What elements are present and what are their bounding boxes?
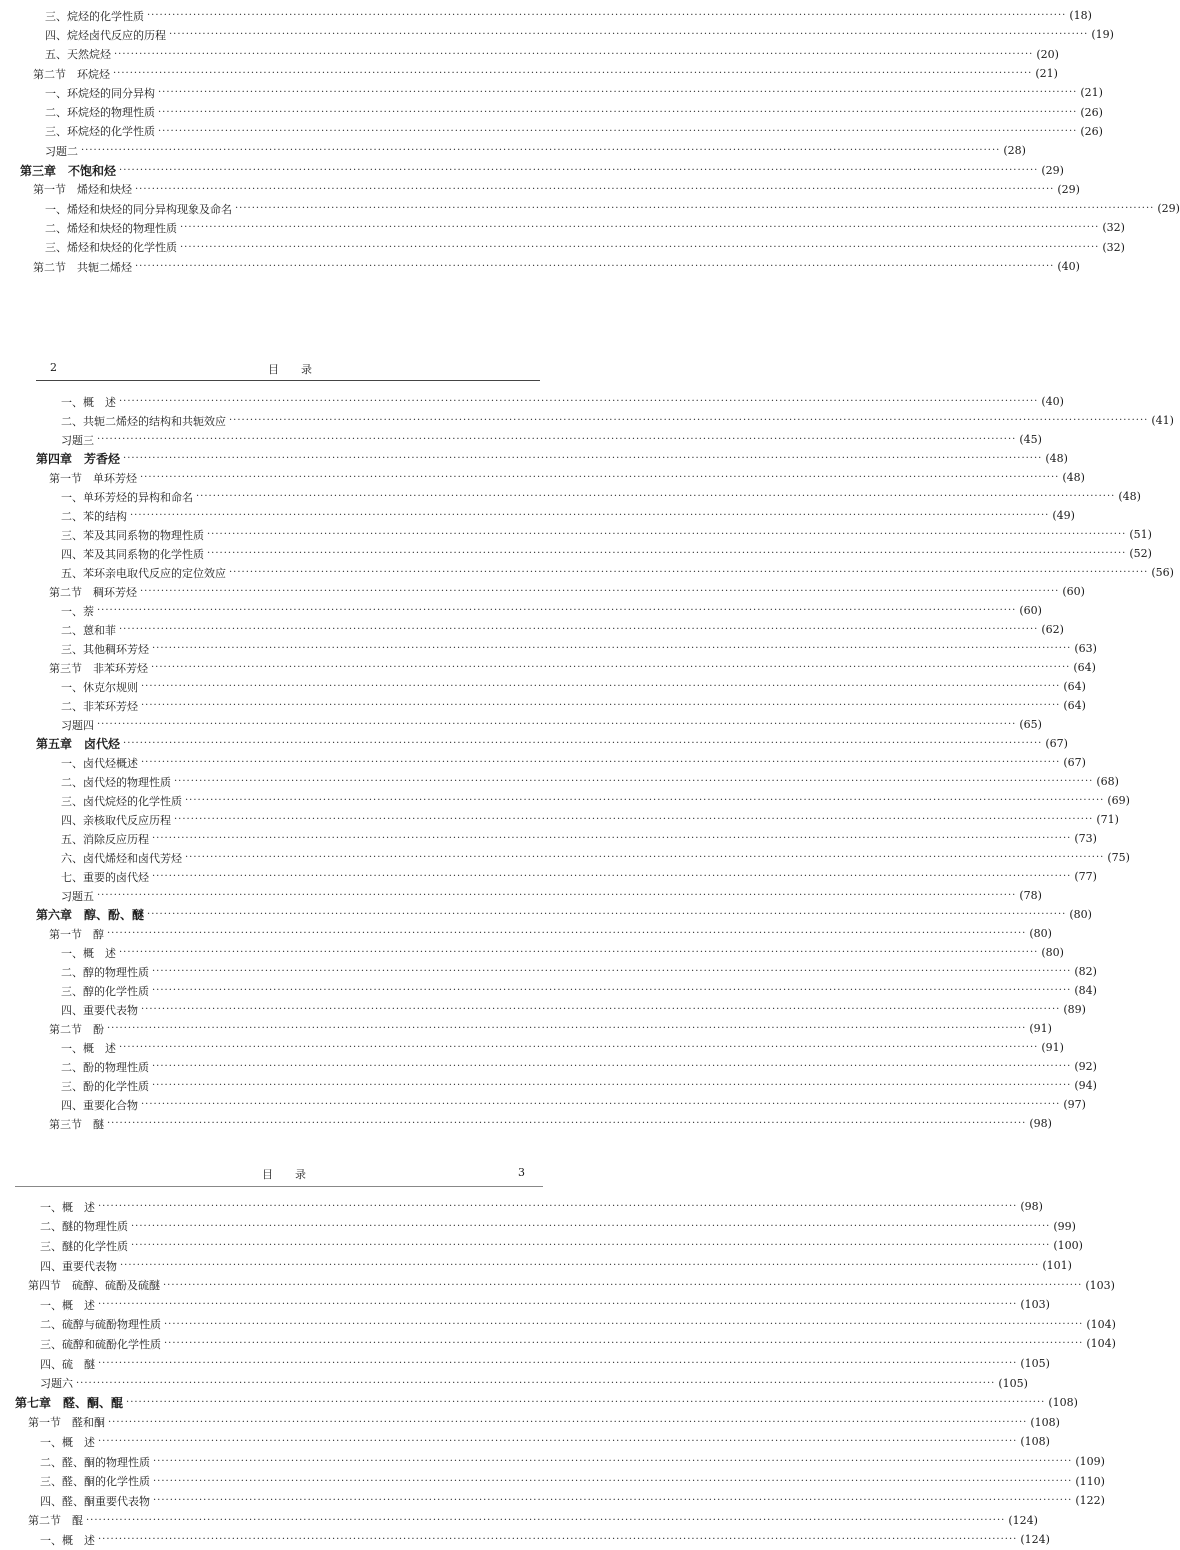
entry-page-number: (21) — [1035, 67, 1058, 81]
dot-leader: ···························································································································································································································· — [113, 68, 1033, 80]
dot-leader: ···························································································································································································································· — [153, 1456, 1073, 1468]
entry-page-number: (103) — [1020, 1298, 1050, 1312]
dot-leader: ···························································································································································································································· — [152, 966, 1072, 977]
toc-entry-item — [36, 715, 1042, 734]
dot-leader: ···························································································································································································································· — [114, 48, 1034, 60]
entry-page-number: (92) — [1074, 1060, 1097, 1073]
entry-title: 第一节 醛和酮 — [28, 1416, 105, 1430]
dot-leader: ···························································································································································································································· — [141, 1004, 1061, 1015]
toc-entry-item — [36, 848, 1130, 867]
toc-entry-item — [36, 487, 1141, 506]
toc-entry-item — [36, 506, 1075, 525]
toc-entry-section — [15, 1413, 1060, 1433]
entry-page-number: (48) — [1118, 490, 1141, 503]
entry-title: 习题五 — [61, 889, 94, 903]
toc-entry-item — [36, 1076, 1097, 1095]
entry-title: 一、概 述 — [40, 1298, 95, 1312]
entry-page-number: (56) — [1151, 566, 1174, 579]
entry-page-number: (108) — [1020, 1435, 1050, 1449]
entry-page-number: (69) — [1107, 794, 1130, 807]
entry-page-number: (108) — [1030, 1415, 1060, 1429]
dot-leader: ···························································································································································································································· — [164, 1318, 1084, 1330]
entry-page-number: (29) — [1041, 163, 1064, 177]
entry-title: 二、非苯环芳烃 — [61, 699, 138, 713]
entry-title: 一、单环芳烃的异构和命名 — [61, 490, 193, 504]
dot-leader: ···························································································································································································································· — [180, 241, 1100, 253]
dot-leader: ···························································································································································································································· — [229, 415, 1149, 426]
entry-title: 第一节 单环芳烃 — [49, 471, 137, 485]
entry-title: 习题六 — [40, 1377, 73, 1391]
entry-page-number: (98) — [1029, 1117, 1052, 1130]
entry-page-number: (77) — [1074, 870, 1097, 883]
entry-page-number: (110) — [1075, 1474, 1105, 1488]
toc-entry-item — [20, 122, 1103, 141]
entry-page-number: (40) — [1057, 260, 1080, 274]
entry-page-number: (73) — [1074, 832, 1097, 845]
toc-entry-item — [36, 1038, 1064, 1057]
entry-title: 三、卤代烷烃的化学性质 — [61, 794, 182, 808]
entry-title: 一、环烷烃的同分异构 — [45, 86, 155, 100]
dot-leader: ···························································································································································································································· — [119, 396, 1039, 407]
dot-leader: ···························································································································································································································· — [119, 164, 1039, 176]
toc-entry-item — [20, 45, 1059, 64]
toc-entry-chapter — [36, 734, 1068, 753]
toc-entry-chapter — [20, 160, 1064, 179]
toc-entry-section — [36, 582, 1085, 601]
dot-leader: ···························································································································································································································· — [196, 491, 1116, 502]
dot-leader: ···························································································································································································································· — [141, 757, 1061, 768]
dot-leader: ···························································································································································································································· — [158, 106, 1078, 118]
dot-leader: ···························································································································································································································· — [120, 1260, 1040, 1272]
entry-title: 一、概 述 — [40, 1435, 95, 1449]
entry-page-number: (82) — [1074, 965, 1097, 978]
dot-leader: ···························································································································································································································· — [135, 261, 1055, 273]
entry-page-number: (94) — [1074, 1079, 1097, 1092]
dot-leader: ···························································································································································································································· — [153, 1475, 1073, 1487]
entry-title: 三、烯烃和炔烃的化学性质 — [45, 241, 177, 255]
dot-leader: ···························································································································································································································· — [131, 1240, 1051, 1252]
entry-page-number: (40) — [1041, 395, 1064, 408]
entry-title: 二、醇的物理性质 — [61, 965, 149, 979]
entry-title: 习题四 — [61, 718, 94, 732]
entry-title: 一、休克尔规则 — [61, 680, 138, 694]
page-number-2: 2 — [50, 361, 57, 374]
entry-title: 三、醇的化学性质 — [61, 984, 149, 998]
dot-leader: ···························································································································································································································· — [152, 985, 1072, 996]
entry-title: 三、环烷烃的化学性质 — [45, 125, 155, 139]
entry-title: 二、环烷烃的物理性质 — [45, 106, 155, 120]
dot-leader: ···························································································································································································································· — [207, 548, 1127, 559]
dot-leader: ···························································································································································································································· — [174, 814, 1094, 825]
header-rule — [15, 1186, 543, 1187]
entry-title: 五、苯环亲电取代反应的定位效应 — [61, 566, 226, 580]
toc-entry-section — [20, 64, 1058, 83]
entry-title: 四、硫 醚 — [40, 1357, 95, 1371]
dot-leader: ···························································································································································································································· — [107, 1118, 1027, 1129]
dot-leader: ···························································································································································································································· — [152, 871, 1072, 882]
entry-title: 习题二 — [45, 144, 78, 158]
dot-leader: ···························································································································································································································· — [119, 947, 1039, 958]
dot-leader: ···························································································································································································································· — [151, 662, 1071, 673]
entry-title: 一、概 述 — [61, 395, 116, 409]
entry-page-number: (64) — [1063, 680, 1086, 693]
entry-title: 二、苯的结构 — [61, 509, 127, 523]
dot-leader: ···························································································································································································································· — [153, 1495, 1073, 1507]
toc-entry-section — [15, 1275, 1115, 1295]
running-title: 目 录 — [268, 363, 312, 376]
toc-entry-item — [36, 563, 1174, 582]
toc-entry-item — [36, 601, 1042, 620]
entry-page-number: (26) — [1080, 105, 1103, 119]
entry-page-number: (67) — [1045, 737, 1068, 750]
entry-page-number: (109) — [1075, 1455, 1105, 1469]
entry-title: 四、烷烃卤代反应的历程 — [45, 28, 166, 42]
entry-title: 第六章 醇、酚、醚 — [36, 908, 145, 922]
entry-title: 七、重要的卤代烃 — [61, 870, 149, 884]
entry-title: 一、萘 — [61, 604, 94, 618]
entry-title: 第三章 不饱和烃 — [20, 163, 117, 178]
entry-title: 第三节 醚 — [49, 1117, 104, 1131]
entry-page-number: (48) — [1045, 452, 1068, 465]
entry-page-number: (28) — [1003, 144, 1026, 158]
entry-page-number: (98) — [1020, 1200, 1043, 1214]
toc-entry-item — [36, 867, 1097, 886]
entry-title: 三、硫醇和硫酚化学性质 — [40, 1337, 161, 1351]
entry-page-number: (29) — [1057, 182, 1080, 196]
entry-page-number: (89) — [1063, 1003, 1086, 1016]
toc-entry-item — [15, 1197, 1043, 1217]
toc-entry-item — [36, 639, 1097, 658]
entry-title: 四、重要化合物 — [61, 1098, 138, 1112]
entry-page-number: (84) — [1074, 984, 1097, 997]
entry-page-number: (91) — [1029, 1022, 1052, 1035]
toc-entry-section — [20, 257, 1080, 276]
toc-entry-item — [36, 886, 1042, 905]
dot-leader: ···························································································································································································································· — [97, 719, 1017, 730]
dot-leader: ···························································································································································································································· — [97, 434, 1017, 445]
dot-leader: ···························································································································································································································· — [119, 624, 1039, 635]
toc-entry-item — [36, 1057, 1097, 1076]
dot-leader: ···························································································································································································································· — [130, 510, 1050, 521]
entry-title: 一、概 述 — [61, 1041, 116, 1055]
dot-leader: ···························································································································································································································· — [158, 87, 1078, 99]
entry-title: 第二节 环烷烃 — [33, 67, 110, 81]
toc-entry-item — [36, 1000, 1086, 1019]
toc-entry-item — [20, 199, 1180, 218]
dot-leader: ···························································································································································································································· — [164, 1338, 1084, 1350]
entry-title: 第二节 稠环芳烃 — [49, 585, 137, 599]
toc-entry-item — [15, 1354, 1050, 1374]
dot-leader: ···························································································································································································································· — [81, 145, 1001, 157]
dot-leader: ···························································································································································································································· — [140, 472, 1060, 483]
entry-title: 二、硫醇与硫酚物理性质 — [40, 1318, 161, 1332]
entry-title: 第二节 共轭二烯烃 — [33, 260, 132, 274]
dot-leader: ···························································································································································································································· — [135, 183, 1055, 195]
entry-page-number: (52) — [1129, 547, 1152, 560]
entry-title: 一、卤代烃概述 — [61, 756, 138, 770]
toc-entry-item — [36, 772, 1119, 791]
dot-leader: ···························································································································································································································· — [141, 700, 1061, 711]
dot-leader: ···························································································································································································································· — [185, 795, 1105, 806]
entry-title: 二、醛、酮的物理性质 — [40, 1455, 150, 1469]
dot-leader: ···························································································································································································································· — [152, 1061, 1072, 1072]
entry-title: 第一节 烯烃和炔烃 — [33, 183, 132, 197]
toc-entry-item — [20, 83, 1103, 102]
entry-page-number: (91) — [1041, 1041, 1064, 1054]
entry-page-number: (29) — [1157, 202, 1180, 216]
entry-page-number: (78) — [1019, 889, 1042, 902]
entry-page-number: (20) — [1036, 47, 1059, 61]
dot-leader: ···························································································································································································································· — [107, 1023, 1027, 1034]
dot-leader: ···························································································································································································································· — [131, 1220, 1051, 1232]
entry-title: 二、烯烃和炔烃的物理性质 — [45, 221, 177, 235]
dot-leader: ···························································································································································································································· — [147, 909, 1067, 920]
dot-leader: ···························································································································································································································· — [98, 1299, 1018, 1311]
entry-page-number: (32) — [1102, 240, 1125, 254]
entry-title: 四、重要代表物 — [61, 1003, 138, 1017]
entry-title: 一、烯烃和炔烃的同分异构现象及命名 — [45, 202, 232, 216]
entry-title: 第四节 硫醇、硫酚及硫醚 — [28, 1279, 160, 1293]
toc-entry-item — [15, 1295, 1050, 1315]
entry-title: 二、共轭二烯烃的结构和共轭效应 — [61, 414, 226, 428]
toc-entry-item — [20, 218, 1125, 237]
toc-entry-item — [15, 1471, 1105, 1491]
toc-entry-item — [36, 544, 1152, 563]
entry-page-number: (99) — [1053, 1219, 1076, 1233]
entry-title: 第一节 醇 — [49, 927, 104, 941]
entry-page-number: (75) — [1107, 851, 1130, 864]
entry-title: 第三节 非苯环芳烃 — [49, 661, 148, 675]
entry-page-number: (71) — [1096, 813, 1119, 826]
entry-page-number: (67) — [1063, 756, 1086, 769]
toc-entry-section — [36, 468, 1085, 487]
toc-entry-item — [36, 1095, 1086, 1114]
entry-page-number: (108) — [1048, 1396, 1078, 1410]
toc-page-1 — [20, 6, 1180, 276]
toc-entry-item — [15, 1334, 1116, 1354]
entry-page-number: (19) — [1091, 28, 1114, 42]
dot-leader: ···························································································································································································································· — [98, 1201, 1018, 1213]
toc-entry-item — [15, 1530, 1050, 1550]
dot-leader: ···························································································································································································································· — [229, 567, 1149, 578]
toc-entry-item — [15, 1373, 1028, 1393]
toc-entry-section — [36, 1019, 1052, 1038]
toc-entry-item — [36, 829, 1097, 848]
entry-title: 第五章 卤代烃 — [36, 737, 121, 751]
entry-title: 二、卤代烃的物理性质 — [61, 775, 171, 789]
toc-entry-item — [36, 411, 1174, 430]
dot-leader: ···························································································································································································································· — [123, 453, 1043, 464]
entry-title: 五、消除反应历程 — [61, 832, 149, 846]
dot-leader: ···························································································································································································································· — [174, 776, 1094, 787]
entry-title: 一、概 述 — [40, 1200, 95, 1214]
entry-title: 四、重要代表物 — [40, 1259, 117, 1273]
toc-entry-item — [36, 620, 1064, 639]
entry-title: 第二节 酚 — [49, 1022, 104, 1036]
entry-title: 一、概 述 — [61, 946, 116, 960]
toc-entry-item — [36, 430, 1042, 449]
running-title: 目 录 — [262, 1168, 306, 1181]
toc-entry-item — [15, 1256, 1072, 1276]
entry-page-number: (80) — [1069, 908, 1092, 921]
dot-leader: ···························································································································································································································· — [97, 890, 1017, 901]
toc-entry-section — [36, 658, 1096, 677]
dot-leader: ···························································································································································································································· — [119, 1042, 1039, 1053]
entry-title: 六、卤代烯烃和卤代芳烃 — [61, 851, 182, 865]
dot-leader: ···························································································································································································································· — [98, 1534, 1018, 1546]
toc-page-3 — [15, 1197, 1116, 1549]
dot-leader: ···························································································································································································································· — [126, 1397, 1046, 1409]
toc-entry-item — [15, 1432, 1050, 1452]
toc-entry-item — [36, 525, 1152, 544]
entry-page-number: (49) — [1052, 509, 1075, 522]
toc-entry-item — [36, 962, 1097, 981]
entry-page-number: (105) — [998, 1376, 1028, 1390]
entry-page-number: (18) — [1069, 9, 1092, 23]
toc-entry-item — [20, 141, 1026, 160]
entry-title: 二、酚的物理性质 — [61, 1060, 149, 1074]
dot-leader: ···························································································································································································································· — [86, 1514, 1006, 1526]
toc-entry-chapter — [15, 1393, 1078, 1413]
toc-page-2 — [36, 392, 1174, 1131]
toc-entry-item — [36, 981, 1097, 1000]
toc-entry-item — [36, 677, 1086, 696]
entry-title: 第七章 醛、酮、醌 — [15, 1396, 124, 1411]
toc-entry-item — [15, 1217, 1076, 1237]
dot-leader: ···························································································································································································································· — [98, 1358, 1018, 1370]
entry-title: 第二节 醌 — [28, 1514, 83, 1528]
entry-page-number: (122) — [1075, 1494, 1105, 1508]
toc-entry-item — [36, 943, 1064, 962]
entry-title: 三、其他稠环芳烃 — [61, 642, 149, 656]
entry-page-number: (104) — [1086, 1317, 1116, 1331]
toc-entry-section — [15, 1511, 1038, 1531]
toc-entry-item — [36, 810, 1119, 829]
entry-page-number: (124) — [1020, 1533, 1050, 1547]
entry-page-number: (45) — [1019, 433, 1042, 446]
dot-leader: ···························································································································································································································· — [76, 1377, 996, 1389]
entry-page-number: (68) — [1096, 775, 1119, 788]
toc-entry-item — [36, 791, 1130, 810]
entry-page-number: (80) — [1029, 927, 1052, 940]
entry-title: 三、烷烃的化学性质 — [45, 9, 144, 23]
entry-title: 二、醚的物理性质 — [40, 1220, 128, 1234]
entry-title: 习题三 — [61, 433, 94, 447]
entry-title: 五、天然烷烃 — [45, 48, 111, 62]
dot-leader: ···························································································································································································································· — [108, 1416, 1028, 1428]
toc-entry-item — [20, 103, 1103, 122]
entry-page-number: (32) — [1102, 221, 1125, 235]
toc-entry-section — [36, 924, 1052, 943]
dot-leader: ···························································································································································································································· — [185, 852, 1105, 863]
entry-title: 三、醛、酮的化学性质 — [40, 1475, 150, 1489]
toc-entry-chapter — [36, 449, 1068, 468]
entry-page-number: (26) — [1080, 124, 1103, 138]
entry-title: 三、酚的化学性质 — [61, 1079, 149, 1093]
toc-entry-section — [36, 1114, 1052, 1133]
toc-entry-item — [36, 696, 1086, 715]
entry-page-number: (104) — [1086, 1337, 1116, 1351]
entry-page-number: (80) — [1041, 946, 1064, 959]
entry-title: 三、苯及其同系物的物理性质 — [61, 528, 204, 542]
toc-entry-section — [20, 180, 1080, 199]
entry-title: 四、醛、酮重要代表物 — [40, 1494, 150, 1508]
entry-title: 三、醚的化学性质 — [40, 1239, 128, 1253]
toc-entry-chapter — [36, 905, 1092, 924]
entry-page-number: (105) — [1020, 1357, 1050, 1371]
toc-entry-item — [20, 6, 1092, 25]
entry-page-number: (48) — [1062, 471, 1085, 484]
toc-entry-item — [36, 392, 1064, 411]
entry-page-number: (41) — [1151, 414, 1174, 427]
entry-title: 第四章 芳香烃 — [36, 452, 121, 466]
toc-entry-item — [15, 1236, 1083, 1256]
dot-leader: ···························································································································································································································· — [152, 643, 1072, 654]
dot-leader: ···························································································································································································································· — [152, 1080, 1072, 1091]
entry-page-number: (101) — [1042, 1259, 1072, 1273]
entry-title: 二、蒽和菲 — [61, 623, 116, 637]
toc-entry-item — [15, 1315, 1116, 1335]
toc-entry-item — [36, 753, 1086, 772]
dot-leader: ···························································································································································································································· — [152, 833, 1072, 844]
page-number-3: 3 — [518, 1166, 525, 1179]
dot-leader: ···························································································································································································································· — [107, 928, 1027, 939]
toc-entry-item — [15, 1491, 1105, 1511]
dot-leader: ···························································································································································································································· — [235, 203, 1155, 215]
toc-entry-item — [20, 238, 1125, 257]
dot-leader: ···························································································································································································································· — [123, 738, 1043, 749]
dot-leader: ···························································································································································································································· — [98, 1436, 1018, 1448]
entry-page-number: (62) — [1041, 623, 1064, 636]
entry-page-number: (124) — [1008, 1513, 1038, 1527]
entry-page-number: (64) — [1063, 699, 1086, 712]
dot-leader: ···························································································································································································································· — [140, 586, 1060, 597]
entry-title: 一、概 述 — [40, 1533, 95, 1547]
dot-leader: ···························································································································································································································· — [163, 1279, 1083, 1291]
entry-page-number: (60) — [1019, 604, 1042, 617]
entry-page-number: (51) — [1129, 528, 1152, 541]
entry-page-number: (21) — [1080, 86, 1103, 100]
dot-leader: ···························································································································································································································· — [158, 125, 1078, 137]
dot-leader: ···························································································································································································································· — [207, 529, 1127, 540]
entry-page-number: (63) — [1074, 642, 1097, 655]
entry-page-number: (97) — [1063, 1098, 1086, 1111]
entry-title: 四、苯及其同系物的化学性质 — [61, 547, 204, 561]
dot-leader: ···························································································································································································································· — [169, 29, 1089, 41]
dot-leader: ···························································································································································································································· — [141, 681, 1061, 692]
entry-page-number: (60) — [1062, 585, 1085, 598]
entry-page-number: (65) — [1019, 718, 1042, 731]
entry-title: 四、亲核取代反应历程 — [61, 813, 171, 827]
header-rule — [36, 380, 540, 381]
dot-leader: ···························································································································································································································· — [147, 10, 1067, 22]
dot-leader: ···························································································································································································································· — [97, 605, 1017, 616]
dot-leader: ···························································································································································································································· — [180, 222, 1100, 234]
toc-entry-item — [15, 1452, 1105, 1472]
dot-leader: ···························································································································································································································· — [141, 1099, 1061, 1110]
entry-page-number: (64) — [1073, 661, 1096, 674]
toc-entry-item — [20, 25, 1114, 44]
entry-page-number: (103) — [1085, 1278, 1115, 1292]
entry-page-number: (100) — [1053, 1239, 1083, 1253]
